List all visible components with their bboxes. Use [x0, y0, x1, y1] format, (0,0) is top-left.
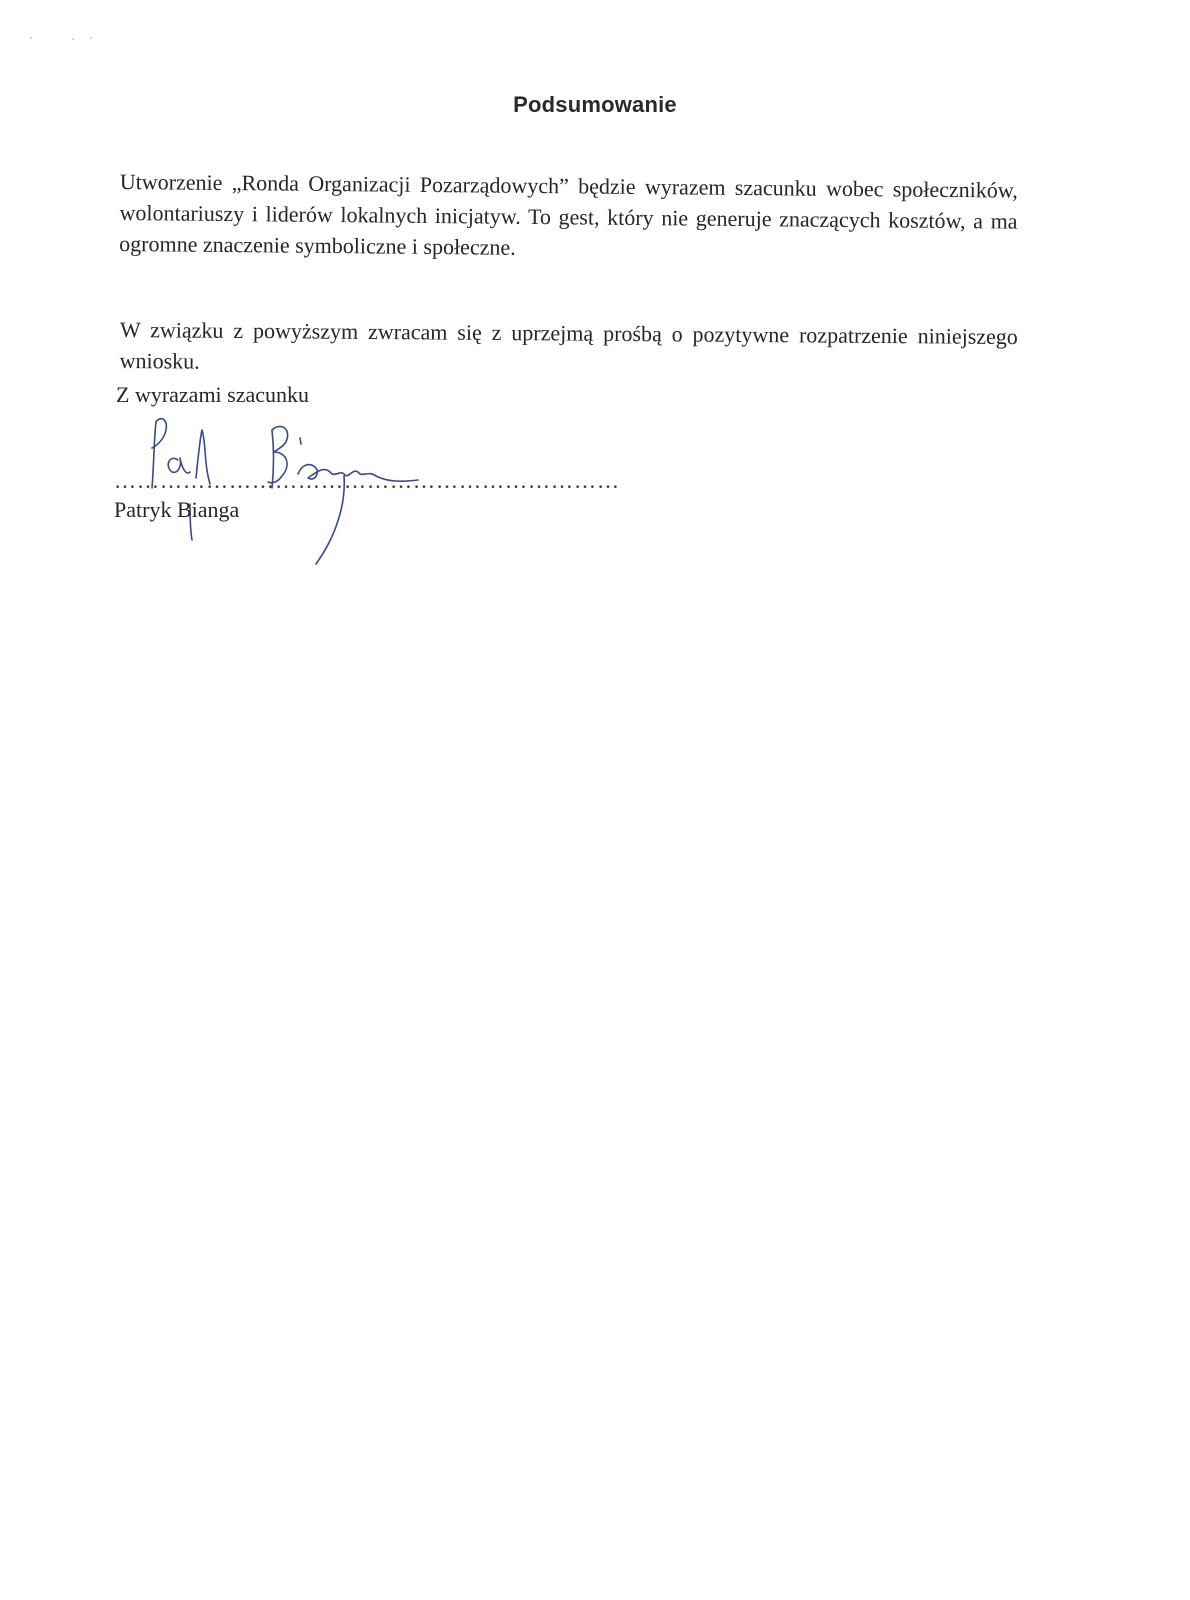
closing-phrase: Z wyrazami szacunku [116, 382, 310, 407]
signer-name: Patryk Bianga [114, 497, 240, 522]
scan-artifact [28, 36, 108, 42]
signature-dotted-line: ………………………………………………………… [114, 468, 620, 493]
paragraph-summary: Utworzenie „Ronda Organizacji Pozarządowych” będzie wyrazem szacunku wobec społeczników, wolontariuszy i liderów lokalnych inicjatyw. To gest, który nie generuje znaczących kosztów, a ma ogromne znaczenie symboliczne i społeczne. [119, 168, 1018, 260]
paragraph-request: W związku z powyższym zwracam się z uprzejmą prośbą o pozytywne rozpatrzenie niniejszego wniosku. [119, 316, 1018, 374]
handwritten-signature [130, 408, 430, 578]
page-title: Podsumowanie [513, 92, 677, 117]
